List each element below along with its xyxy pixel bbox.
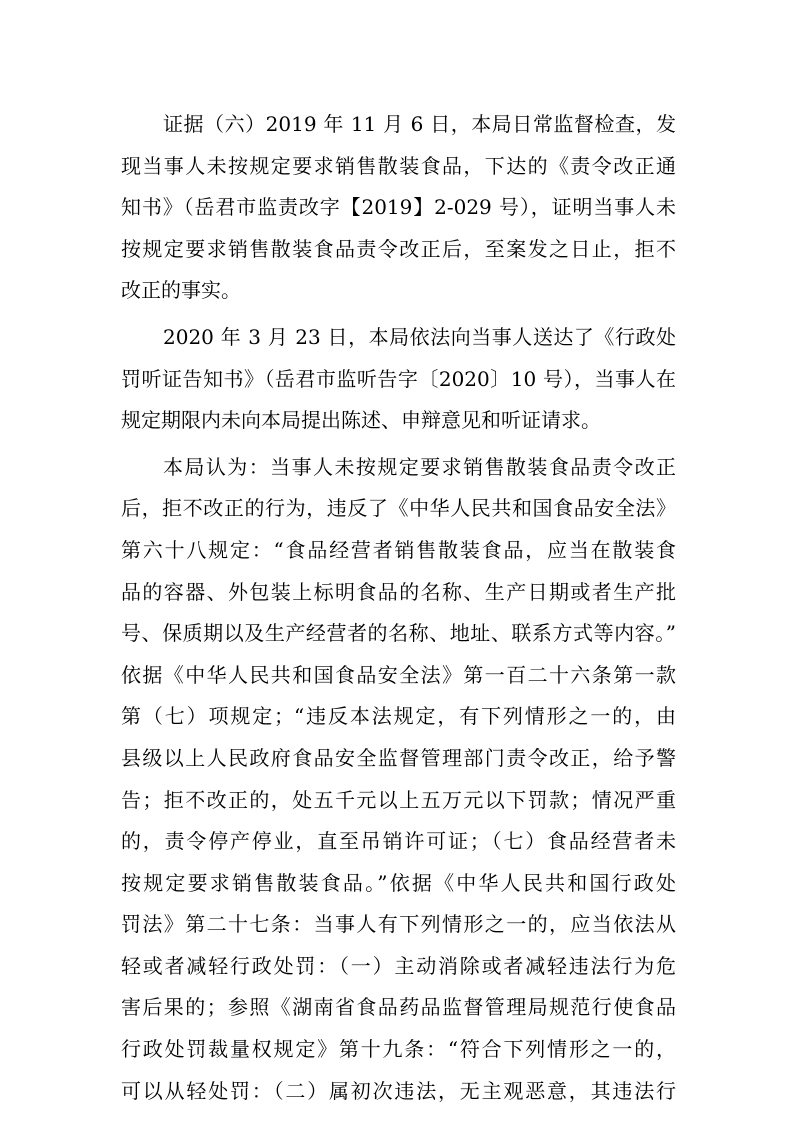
text-line: 害后果的；参照《湖南省食品药品监督管理局规范行使食品	[121, 995, 676, 1020]
paragraph-hearing-notice	[121, 317, 676, 442]
text-line: 证据（六）2019 年 11 月 6 日，本局日常监督检查，发	[163, 112, 676, 136]
text-line: 现当事人未按规定要求销售散装食品，下达的《责令改正通	[121, 153, 676, 178]
text-line: 按规定要求销售散装食品责令改正后，至案发之日止，拒不	[121, 236, 676, 261]
text-line: 轻或者减轻行政处罚：（一）主动消除或者减轻违法行为危	[121, 953, 676, 978]
paragraph-evidence-six	[121, 104, 676, 312]
text-line: 罚听证告知书》（岳君市监听告字〔2020〕10 号），当事人在	[121, 366, 676, 391]
text-line: 第六十八规定：“食品经营者销售散装食品，应当在散装食	[121, 537, 676, 562]
text-line: 按规定要求销售散装食品。”依据《中华人民共和国行政处	[121, 870, 676, 895]
text-line: 知书》（岳君市监责改字【2019】2-029 号），证明当事人未	[121, 195, 676, 220]
text-line: 品的容器、外包装上标明食品的名称、生产日期或者生产批	[121, 579, 676, 604]
text-line: 告；拒不改正的，处五千元以上五万元以下罚款；情况严重	[121, 787, 676, 812]
text-line: 号、保质期以及生产经营者的名称、地址、联系方式等内容。”	[121, 621, 676, 646]
text-line: 依据《中华人民共和国食品安全法》第一百二十六条第一款	[121, 662, 676, 687]
text-line: 县级以上人民政府食品安全监督管理部门责令改正，给予警	[121, 745, 676, 770]
text-line: 第（七）项规定；“违反本法规定，有下列情形之一的，由	[121, 704, 676, 729]
text-line: 行政处罚裁量权规定》第十九条：“符合下列情形之一的，	[121, 1037, 676, 1062]
document-body	[121, 104, 676, 1112]
text-line: 规定期限内未向本局提出陈述、申辩意见和听证请求。	[121, 408, 601, 433]
paragraph-bureau-opinion	[121, 447, 676, 1113]
text-line: 2020 年 3 月 23 日，本局依法向当事人送达了《行政处	[163, 324, 676, 349]
text-line: 罚法》第二十七条：当事人有下列情形之一的，应当依法从	[121, 912, 676, 937]
text-line: 改正的事实。	[121, 278, 241, 303]
text-line: 本局认为：当事人未按规定要求销售散装食品责令改正	[163, 454, 676, 479]
text-line: 可以从轻处罚：（二）属初次违法，无主观恶意，其违法行	[121, 1078, 676, 1103]
text-line: 的，责令停产停业，直至吊销许可证；（七）食品经营者未	[121, 829, 676, 854]
text-line: 后，拒不改正的行为，违反了《中华人民共和国食品安全法》	[121, 496, 676, 521]
